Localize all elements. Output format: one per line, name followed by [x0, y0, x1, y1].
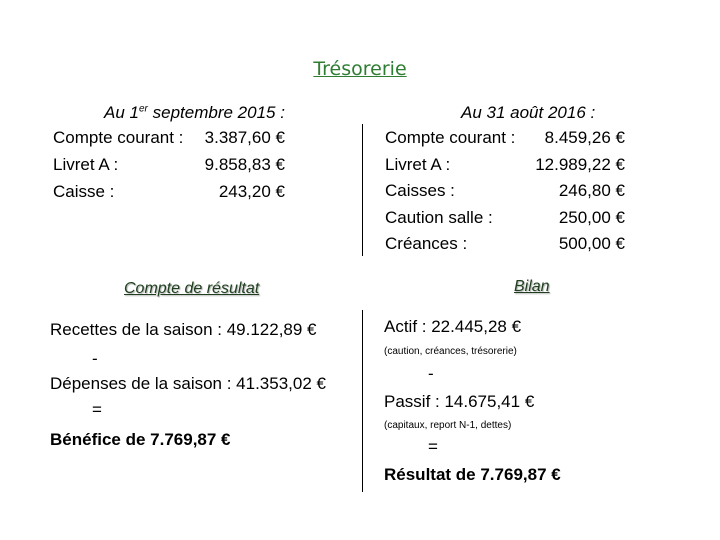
benefice-line: Bénéfice de 7.769,87 € [50, 430, 231, 449]
start-balances [53, 128, 285, 209]
passif-line: Passif : 14.675,41 € [384, 392, 535, 411]
end-row: Compte courant : 8.459,26 € [385, 128, 625, 147]
bilan-heading: Bilan [514, 278, 550, 295]
bilan-equals-sign: = [428, 437, 438, 456]
page-title: Trésorerie [313, 58, 407, 80]
end-row: Créances : 500,00 € [385, 234, 625, 253]
equals-sign: = [92, 400, 102, 419]
depenses-line: Dépenses de la saison : 41.353,02 € [50, 374, 326, 393]
start-row: Caisse : 243,20 € [53, 182, 285, 201]
bilan-minus-sign: - [428, 364, 434, 383]
passif-note: (capitaux, report N-1, dettes) [384, 420, 512, 431]
start-date-heading: Au 1er septembre 2015 : [104, 103, 285, 122]
bottom-divider [362, 310, 363, 492]
start-row: Compte courant : 3.387,60 € [53, 128, 285, 147]
recettes-line: Recettes de la saison : 49.122,89 € [50, 320, 317, 339]
start-row: Livret A : 9.858,83 € [53, 155, 285, 174]
minus-sign: - [92, 349, 98, 368]
end-row: Caution salle : 250,00 € [385, 207, 625, 227]
top-divider [362, 124, 363, 256]
compte-resultat-heading: Compte de résultat [124, 280, 260, 297]
actif-note: (caution, créances, trésorerie) [384, 346, 517, 357]
actif-line: Actif : 22.445,28 € [384, 317, 522, 336]
end-row: Livret A : 12.989,22 € [385, 154, 625, 174]
end-row: Caisses : 246,80 € [385, 181, 625, 200]
end-balances [385, 128, 625, 261]
end-date-heading: Au 31 août 2016 : [461, 103, 596, 122]
resultat-line: Résultat de 7.769,87 € [384, 465, 561, 484]
